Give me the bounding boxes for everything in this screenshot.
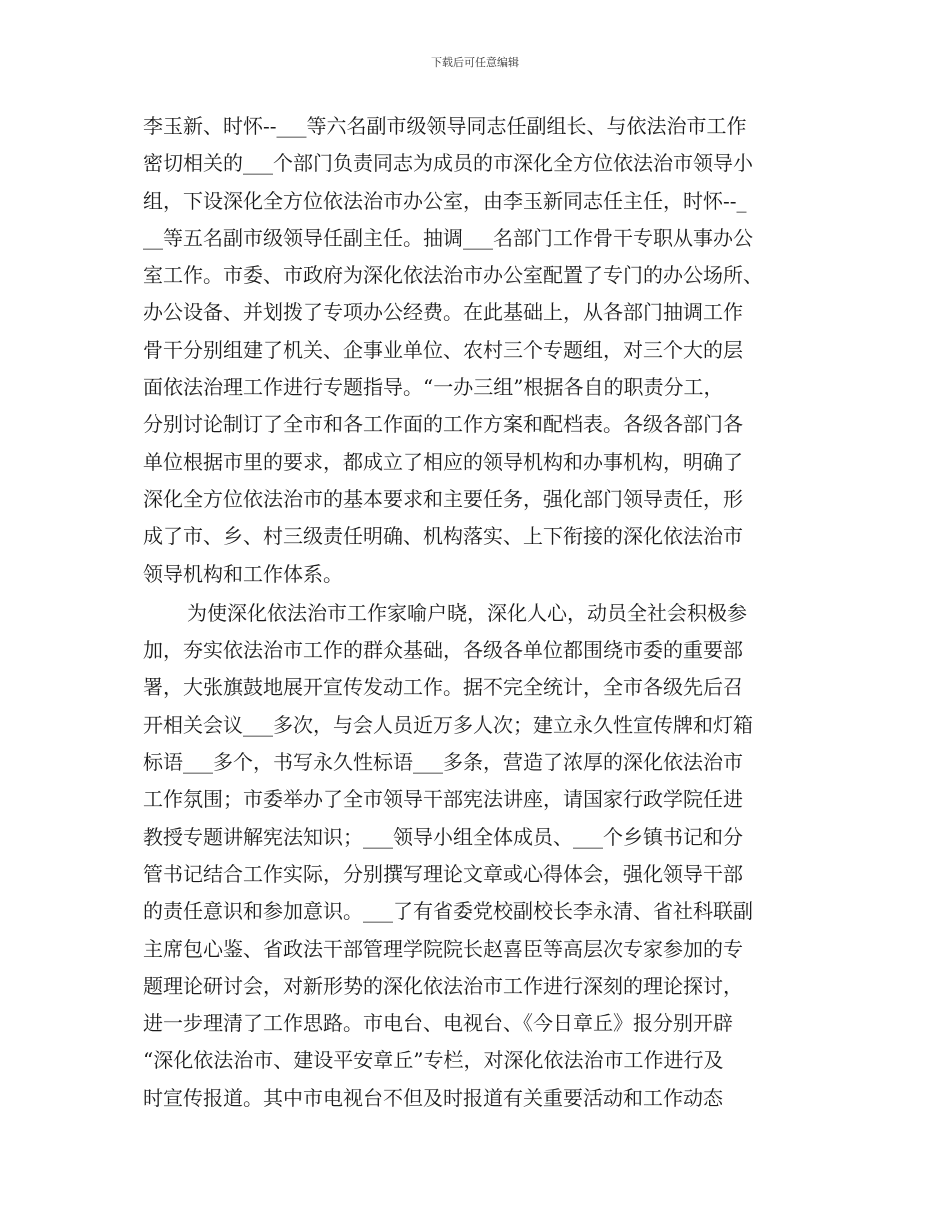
text-line: 领导机构和工作体系。 <box>143 561 343 586</box>
text-line: 标语___多个，书写永久性标语___多条，营造了浓厚的深化依法治市 <box>143 750 743 775</box>
text-line: 组，下设深化全方位依法治市办公室，由李玉新同志任主任，时怀--_ <box>143 188 747 213</box>
paragraph-2 <box>143 595 815 1117</box>
text-line: 主席包心鉴、省政法干部管理学院院长赵喜臣等高层次专家参加的专 <box>143 936 743 961</box>
text-line: 李玉新、时怀--___等六名副市级领导同志任副组长、与依法治市工作 <box>143 114 747 138</box>
text-line: 深化全方位依法治市的基本要求和主要任务，强化部门领导责任，形 <box>143 486 743 511</box>
text-line: 为使深化依法治市工作家喻户晓，深化人心，动员全社会积极参 <box>187 600 747 625</box>
text-line: 骨干分别组建了机关、企事业单位、农村三个专题组，对三个大的层 <box>143 337 743 362</box>
text-line: 进一步理清了工作思路。市电台、电视台、《今日章丘》报分别开辟 <box>143 1011 733 1036</box>
text-line: 加，夯实依法治市工作的群众基础，各级各单位都围绕市委的重要部 <box>143 638 743 663</box>
text-line: 教授专题讲解宪法知识；___领导小组全体成员、___个乡镇书记和分 <box>143 824 743 849</box>
text-line: 工作氛围；市委举办了全市领导干部宪法讲座，请国家行政学院任进 <box>143 787 743 812</box>
text-line: 密切相关的___个部门负责同志为成员的市深化全方位依法治市领导小 <box>143 151 753 176</box>
text-line: 管书记结合工作实际，分别撰写理论文章或心得体会，强化领导干部 <box>143 861 743 886</box>
text-line: 开相关会议___多次，与会人员近万多人次；建立永久性宣传牌和灯箱 <box>143 712 753 737</box>
paragraph-1 <box>143 108 815 593</box>
text-line: 时宣传报道。其中市电视台不但及时报道有关重要活动和工作动态 <box>143 1085 723 1110</box>
text-line: 单位根据市里的要求，都成立了相应的领导机构和办事机构，明确了 <box>143 449 743 474</box>
text-line: 面依法治理工作进行专题指导。“一办三组”根据各自的职责分工， <box>143 375 724 400</box>
text-line: __等五名副市级领导任副主任。抽调___名部门工作骨干专职从事办公 <box>143 225 753 250</box>
text-line: 室工作。市委、市政府为深化依法治市办公室配置了专门的办公场所、 <box>143 263 763 288</box>
document-body <box>143 108 815 1117</box>
text-line: 成了市、乡、村三级责任明确、机构落实、上下衔接的深化依法治市 <box>143 524 743 549</box>
text-line: 分别讨论制订了全市和各工作面的工作方案和配档表。各级各部门各 <box>143 412 743 437</box>
text-line: 办公设备、并划拨了专项办公经费。在此基础上，从各部门抽调工作 <box>143 300 743 325</box>
text-line: 署，大张旗鼓地展开宣传发动工作。据不完全统计，全市各级先后召 <box>143 675 743 700</box>
text-line: 题理论研讨会，对新形势的深化依法治市工作进行深刻的理论探讨， <box>143 973 743 998</box>
page-header: 下载后可任意编辑 <box>431 56 519 69</box>
text-line: 的责任意识和参加意识。___了有省委党校副校长李永清、省社科联副 <box>143 899 753 924</box>
text-line: “深化依法治市、建设平安章丘”专栏，对深化依法治市工作进行及 <box>143 1048 724 1073</box>
